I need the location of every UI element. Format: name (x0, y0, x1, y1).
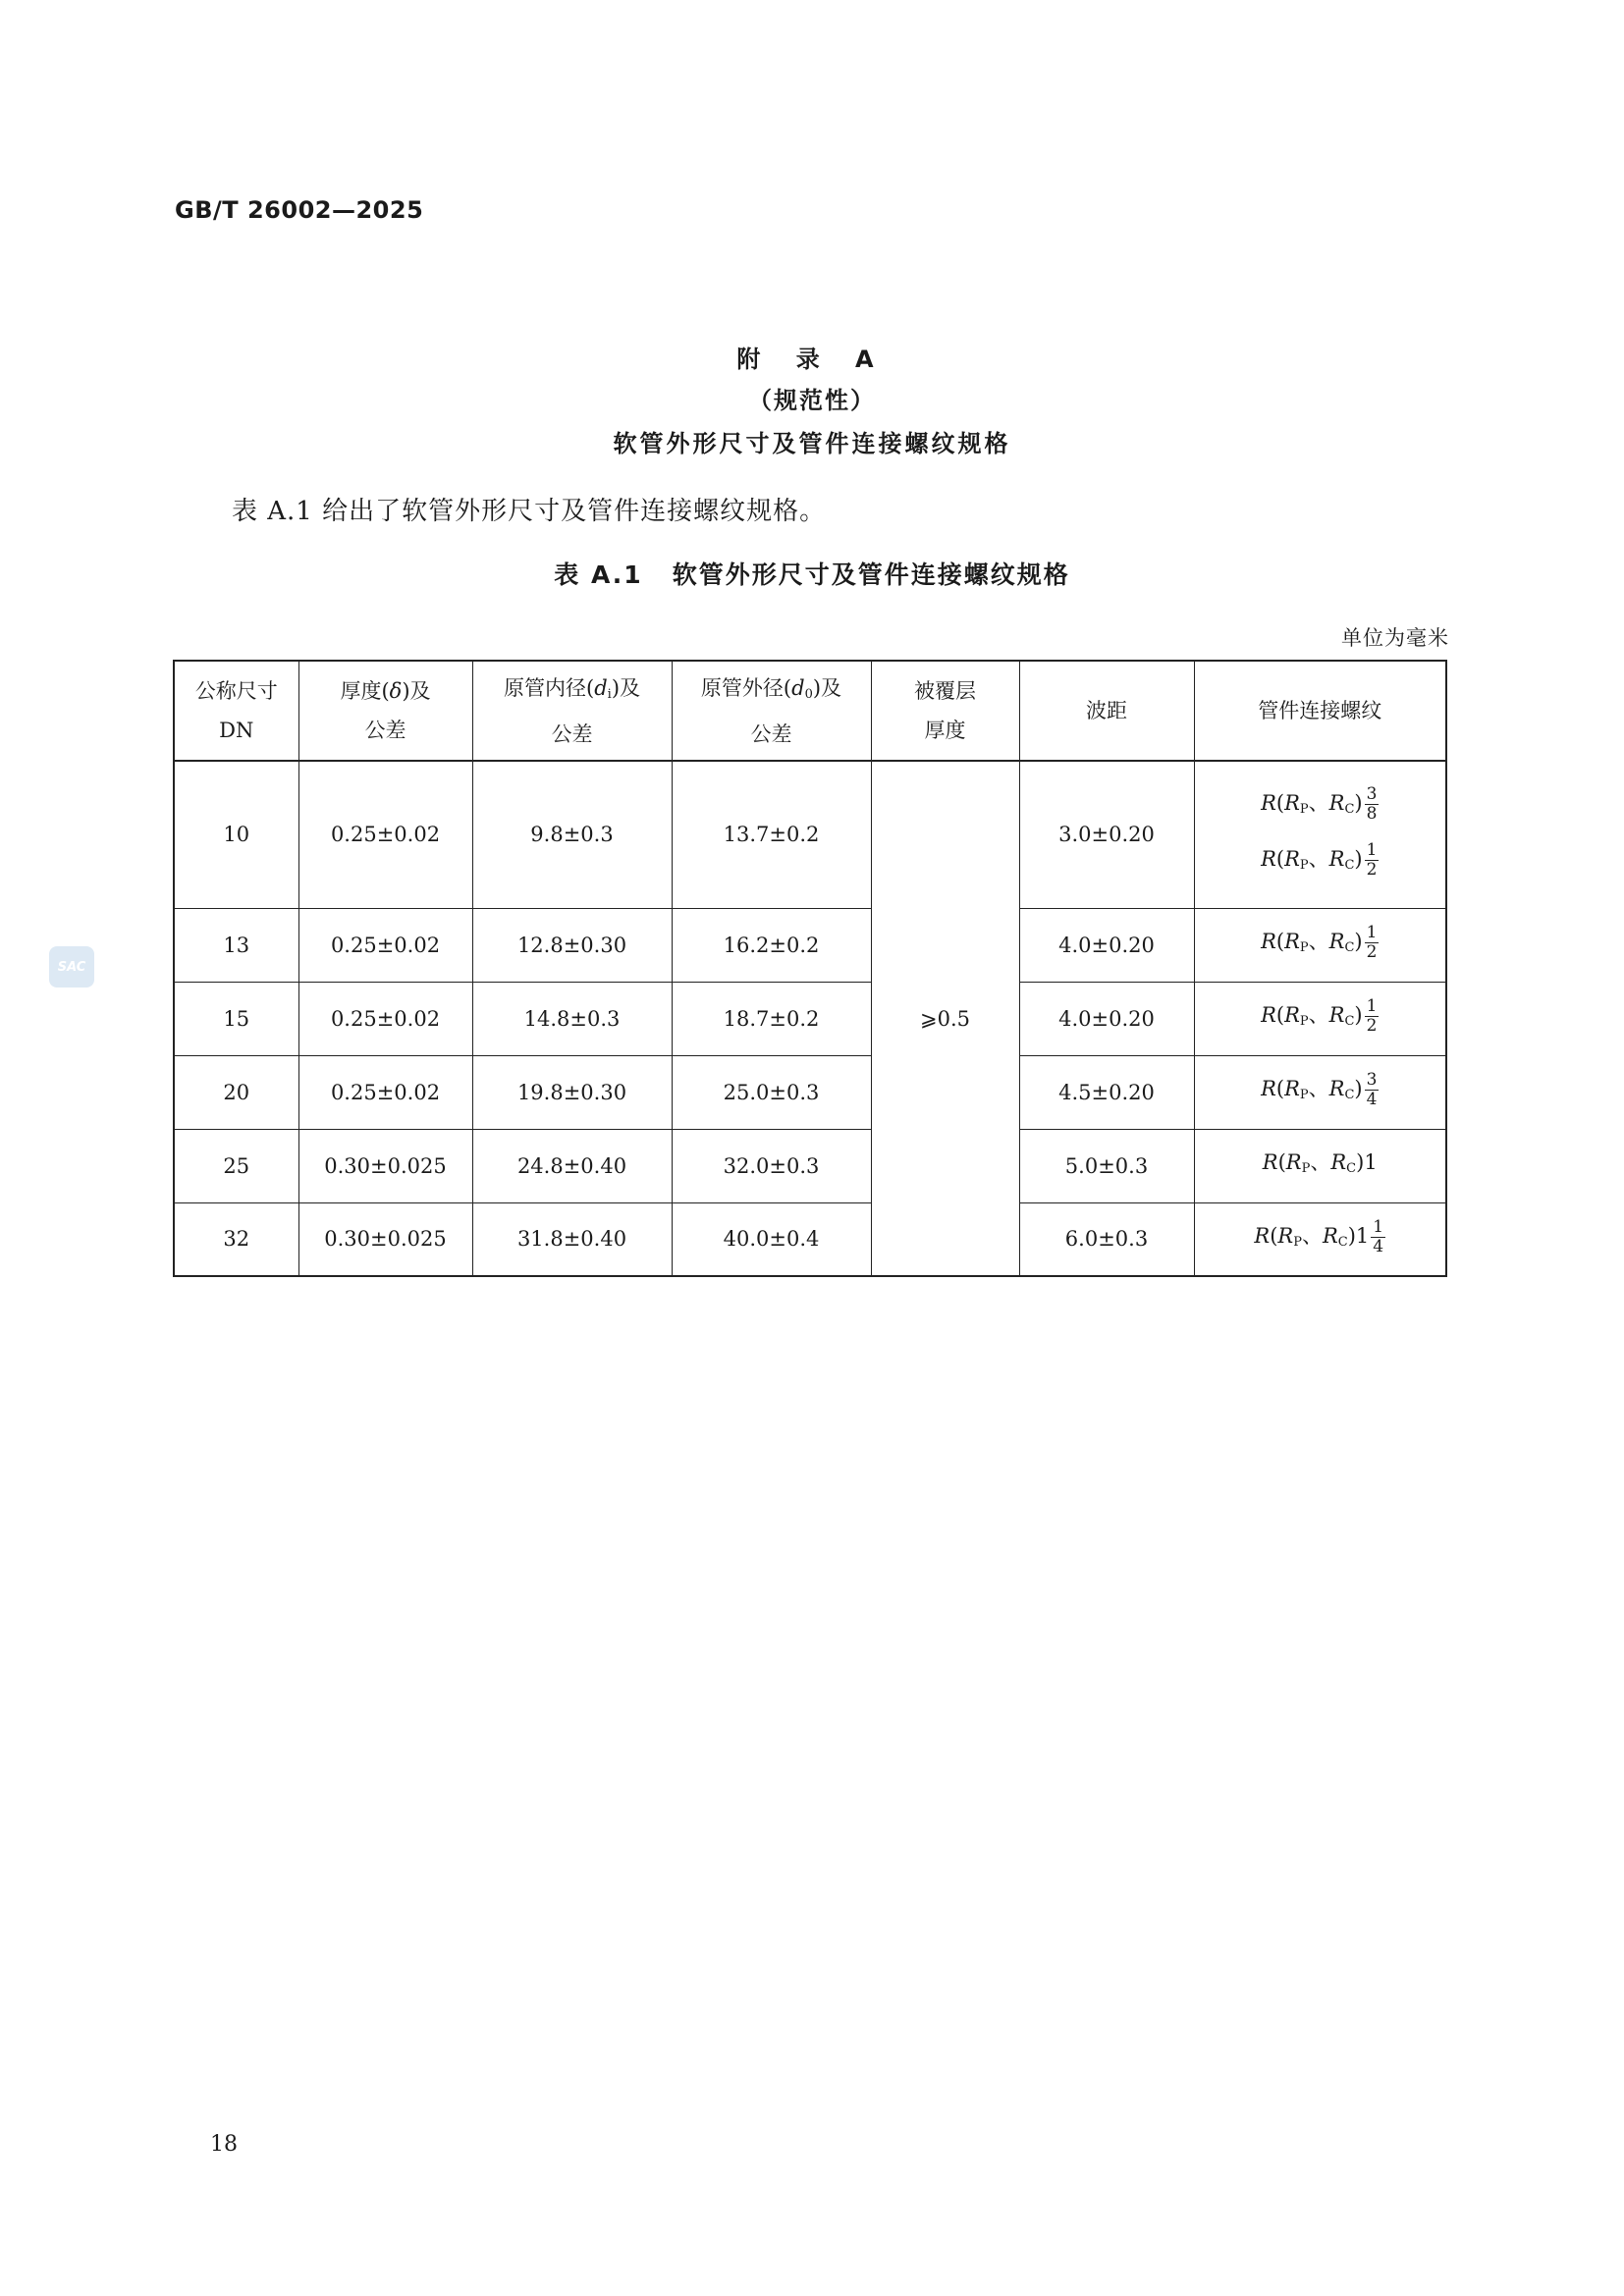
cell-inner-diameter: 24.8±0.40 (472, 1129, 672, 1202)
header-inner-tolerance: 公差 (551, 721, 593, 746)
cell-thread (1194, 1055, 1446, 1129)
thread-rp-sub: P (1299, 1088, 1309, 1102)
thread-spec (1261, 995, 1379, 1041)
thread-r: R (1262, 1150, 1278, 1174)
thread-rp-sub: P (1299, 802, 1309, 818)
header-thread: 管件连接螺纹 (1194, 661, 1446, 761)
cell-thread (1194, 761, 1446, 908)
thread-open: ( (1275, 1003, 1285, 1027)
header-outer-symbol: d (791, 675, 805, 700)
cell-outer-diameter: 18.7±0.2 (672, 982, 871, 1055)
annex-nature: （规范性） (748, 387, 876, 414)
thread-rc-sub: C (1344, 1014, 1355, 1029)
thread-rp: R (1284, 1077, 1300, 1100)
thread-open: ( (1275, 847, 1285, 872)
cell-pitch: 3.0±0.20 (1019, 761, 1194, 908)
thread-numerator: 1 (1366, 996, 1378, 1016)
thread-open: ( (1270, 1223, 1278, 1248)
thread-fraction (1365, 1071, 1380, 1109)
cell-inner-diameter: 19.8±0.30 (472, 1055, 672, 1129)
cell-dn: 32 (174, 1202, 298, 1276)
intro-paragraph: 表 A.1 给出了软管外形尺寸及管件连接螺纹规格。 (232, 497, 827, 526)
thread-denominator: 2 (1366, 1016, 1378, 1036)
cell-pitch: 4.5±0.20 (1019, 1055, 1194, 1129)
thread-sep: 、 (1301, 1223, 1323, 1248)
thread-sep: 、 (1310, 1150, 1331, 1174)
thread-fraction (1365, 785, 1380, 824)
cell-thread (1194, 982, 1446, 1055)
cell-outer-diameter: 40.0±0.4 (672, 1202, 871, 1276)
cell-outer-diameter: 16.2±0.2 (672, 908, 871, 982)
thread-rp: R (1284, 847, 1300, 872)
thread-close: ) (1356, 1150, 1365, 1174)
table-title: 软管外形尺寸及管件连接螺纹规格 (672, 561, 1070, 589)
header-thickness-post: )及 (402, 679, 431, 703)
thread-r: R (1261, 1077, 1276, 1100)
cell-thread (1194, 1202, 1446, 1276)
thread-rp: R (1284, 930, 1300, 953)
cell-inner-diameter: 31.8±0.40 (472, 1202, 672, 1276)
thread-r: R (1254, 1223, 1271, 1248)
thread-spec (1261, 922, 1379, 968)
table-header-row (174, 661, 1446, 761)
header-outer-post: )及 (812, 675, 842, 700)
thread-numerator: 3 (1366, 1070, 1378, 1090)
thread-fraction (1365, 841, 1380, 880)
cell-pitch: 6.0±0.3 (1019, 1202, 1194, 1276)
cell-thickness: 0.25±0.02 (298, 908, 472, 982)
thread-r: R (1261, 847, 1276, 872)
thread-close: ) (1354, 791, 1363, 816)
thread-spec (1254, 1216, 1385, 1262)
thread-rc-sub: C (1344, 1088, 1355, 1102)
annex-title: 软管外形尺寸及管件连接螺纹规格 (613, 430, 1011, 457)
header-outer-tolerance: 公差 (750, 721, 792, 746)
thread-denominator: 4 (1366, 1090, 1378, 1109)
header-inner-post: )及 (611, 675, 641, 700)
thread-r: R (1261, 930, 1276, 953)
thread-denominator: 2 (1366, 860, 1378, 881)
thread-rc: R (1328, 1077, 1345, 1100)
header-outer-subscript: 0 (804, 686, 813, 702)
thread-rc: R (1328, 791, 1345, 816)
thread-rc-sub: C (1346, 1161, 1357, 1176)
cell-dn: 15 (174, 982, 298, 1055)
thread-numerator: 1 (1366, 923, 1378, 942)
cell-inner-diameter: 14.8±0.3 (472, 982, 672, 1055)
thread-spec (1261, 839, 1379, 885)
thread-numerator: 1 (1373, 1216, 1384, 1237)
header-inner-symbol: d (594, 675, 608, 700)
thread-whole: 1 (1364, 1150, 1378, 1174)
thread-rp-sub: P (1299, 940, 1309, 955)
header-inner-diameter (472, 661, 672, 761)
header-inner-pre: 原管内径( (503, 675, 595, 700)
thread-rc: R (1322, 1223, 1338, 1248)
table-row (174, 982, 1446, 1055)
table-row (174, 1202, 1446, 1276)
thread-close: ) (1347, 1223, 1356, 1248)
cell-thickness: 0.25±0.02 (298, 1055, 472, 1129)
header-cover-line2: 厚度 (924, 719, 966, 742)
thread-fraction (1365, 924, 1380, 962)
sac-watermark-logo: SAC (49, 946, 94, 988)
cell-outer-diameter: 32.0±0.3 (672, 1129, 871, 1202)
thread-rp: R (1284, 791, 1300, 816)
thread-sep: 、 (1308, 791, 1329, 816)
thread-denominator: 8 (1366, 804, 1378, 825)
header-dn-line1: 公称尺寸 (194, 679, 278, 703)
header-inner-subscript: i (607, 686, 612, 702)
cell-outer-diameter: 25.0±0.3 (672, 1055, 871, 1129)
table-caption (0, 556, 1624, 591)
thread-sep: 、 (1308, 1077, 1329, 1100)
cell-thread (1194, 1129, 1446, 1202)
cell-pitch: 5.0±0.3 (1019, 1129, 1194, 1202)
thread-rp-sub: P (1299, 858, 1309, 874)
cell-thickness: 0.25±0.02 (298, 982, 472, 1055)
thread-sep: 、 (1308, 847, 1329, 872)
thread-r: R (1261, 791, 1276, 816)
thread-whole: 1 (1355, 1223, 1370, 1248)
annex-label: 附 录 A (736, 346, 888, 373)
table-number: 表 A.1 (554, 561, 643, 589)
thread-rc-sub: C (1337, 1234, 1348, 1250)
cell-inner-diameter: 12.8±0.30 (472, 908, 672, 982)
thread-rc-sub: C (1344, 940, 1355, 955)
thread-spec (1261, 1069, 1379, 1115)
table-row (174, 1055, 1446, 1129)
header-dn-line2: DN (219, 719, 254, 742)
cell-cover-thickness: ⩾0.5 (871, 761, 1019, 1276)
header-outer-diameter (672, 661, 871, 761)
unit-note: 单位为毫米 (1341, 626, 1449, 650)
cell-dn: 13 (174, 908, 298, 982)
thread-open: ( (1275, 1077, 1285, 1100)
header-cover-line1: 被覆层 (914, 679, 976, 703)
thread-rc-sub: C (1344, 858, 1355, 874)
header-dn (174, 661, 298, 761)
thread-spec (1263, 1143, 1378, 1189)
thread-open: ( (1275, 930, 1285, 953)
cell-dn: 25 (174, 1129, 298, 1202)
cell-outer-diameter: 13.7±0.2 (672, 761, 871, 908)
thread-rp: R (1277, 1223, 1294, 1248)
table-row (174, 908, 1446, 982)
thread-numerator: 3 (1366, 784, 1378, 805)
thread-fraction (1365, 997, 1380, 1036)
thread-rc: R (1328, 1003, 1345, 1027)
cell-thickness: 0.30±0.025 (298, 1202, 472, 1276)
cell-thickness: 0.25±0.02 (298, 761, 472, 908)
thread-rc: R (1328, 847, 1345, 872)
header-outer-pre: 原管外径( (700, 675, 792, 700)
header-thickness-pre: 厚度( (340, 679, 390, 703)
header-cover-thickness (871, 661, 1019, 761)
table-row (174, 1129, 1446, 1202)
thread-spec (1261, 783, 1379, 829)
thread-close: ) (1354, 930, 1363, 953)
cell-pitch: 4.0±0.20 (1019, 908, 1194, 982)
cell-dn: 10 (174, 761, 298, 908)
thread-close: ) (1354, 1003, 1363, 1027)
thread-rp-sub: P (1299, 1014, 1309, 1029)
header-thickness-tolerance: 公差 (364, 719, 406, 742)
cell-dn: 20 (174, 1055, 298, 1129)
thread-rp-sub: P (1301, 1161, 1311, 1176)
table-body (174, 761, 1446, 1276)
header-thickness-symbol: δ (389, 679, 403, 703)
thread-rc: R (1330, 1150, 1347, 1174)
thread-rc-sub: C (1344, 802, 1355, 818)
cell-pitch: 4.0±0.20 (1019, 982, 1194, 1055)
thread-rp: R (1284, 1003, 1300, 1027)
thread-fraction (1371, 1218, 1385, 1256)
cell-thread (1194, 908, 1446, 982)
thread-open: ( (1275, 791, 1285, 816)
thread-close: ) (1354, 1077, 1363, 1100)
thread-r: R (1261, 1003, 1276, 1027)
cell-thickness: 0.30±0.025 (298, 1129, 472, 1202)
thread-rc: R (1328, 930, 1345, 953)
spec-table (173, 660, 1447, 1277)
thread-sep: 、 (1308, 930, 1329, 953)
standard-code: GB/T 26002—2025 (175, 196, 424, 224)
thread-rp: R (1285, 1150, 1302, 1174)
cell-inner-diameter: 9.8±0.3 (472, 761, 672, 908)
thread-close: ) (1354, 847, 1363, 872)
thread-denominator: 2 (1366, 942, 1378, 962)
page-number: 18 (210, 2132, 238, 2157)
thread-rp-sub: P (1293, 1234, 1302, 1250)
thread-denominator: 4 (1373, 1236, 1384, 1256)
header-thickness (298, 661, 472, 761)
table-row (174, 761, 1446, 908)
header-pitch: 波距 (1019, 661, 1194, 761)
thread-sep: 、 (1308, 1003, 1329, 1027)
thread-numerator: 1 (1366, 840, 1378, 861)
thread-open: ( (1277, 1150, 1286, 1174)
